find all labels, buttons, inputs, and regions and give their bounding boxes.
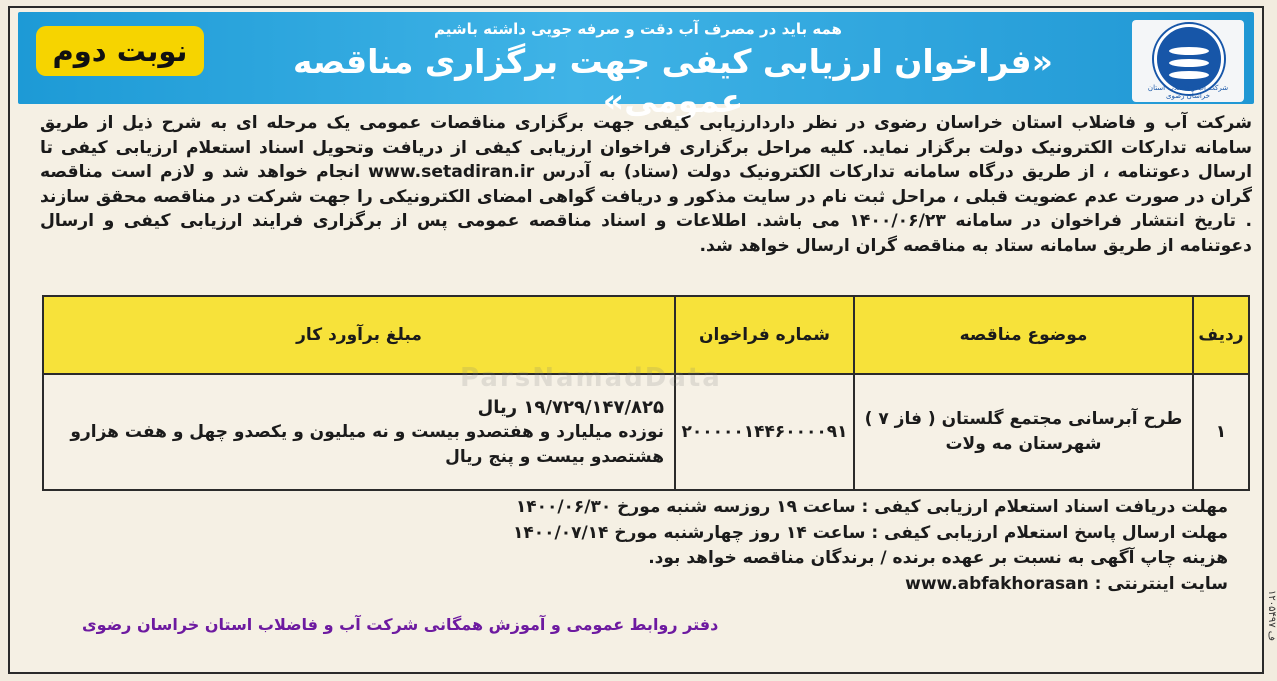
footer-signature: دفتر روابط عمومی و آموزش همگانی شرکت آب و فاضلاب استان خراسان رضوی [82,615,719,634]
watermark-text: ParsNamadData [460,363,722,393]
website-line: سایت اینترنتی : www.abfakhorasan [905,573,1228,594]
turn-badge: نوبت دوم [36,26,204,76]
deadline-receive: مهلت دریافت اسناد استعلام ارزیابی کیفی : ساعت ۱۹ روزسه شنبه مورخ ۱۴۰۰/۰۶/۳۰ [515,497,1228,517]
ad-cost-note: هزینه چاپ آگهی به نسبت بر عهده برنده / برندگان مناقصه خواهد بود. [648,548,1228,568]
page-title: «فراخوان ارزیابی کیفی جهت برگزاری مناقصه عمومی» [293,42,1053,120]
header-banner [18,12,1254,120]
logo-caption: شرکت آب و فاضلاب استان خراسان رضوی [1147,84,1229,100]
amount-number: ۱۹/۷۲۹/۱۴۷/۸۲۵ ریال [477,396,664,418]
row-subject: طرح آبرسانی مجتمع گلستان ( فاز ۷ ) شهرستان مه ولات [854,374,1193,490]
header-row-no: ردیف [1193,296,1249,374]
deadline-submit: مهلت ارسال پاسخ استعلام ارزیابی کیفی : ساعت ۱۴ روز چهارشنبه مورخ ۱۴۰۰/۰۷/۱۴ [513,522,1228,543]
row-number: ۱ [1193,374,1249,490]
advertisement-frame [8,6,1264,674]
motto-text: همه باید در مصرف آب دقت و صرفه جویی داشته باشیم [434,20,842,38]
header-subject: موضوع مناقصه [854,296,1193,374]
row-tender-number: ۲۰۰۰۰۰۱۴۴۶۰۰۰۰۹۱ [675,374,854,490]
water-company-logo-icon [1132,20,1244,102]
header-amount: مبلغ برآورد کار [43,296,675,374]
deadlines-block [328,495,1228,597]
amount-words: نوزده میلیارد و هفتصدو بیست و نه میلیون و یکصدو چهل و هفت هزارو هشتصدو بیست و پنج ریال [70,421,664,467]
side-code: ف ۱۲۰۵۴۹۷ [1266,590,1277,642]
intro-paragraph: شرکت آب و فاضلاب استان خراسان رضوی در نظر داردارزیابی کیفی جهت برگزاری مناقصات عمومی یک مرحله ای به شرح ذیل از طریق سامانه تدارکات الکترونیک دولت برگزار نماید. کلیه مراحل برگزاری فراخوان ارزیابی کیفی از دریافت وتحویل اسناد استعلام ارزیابی کیفی تا ارسال دعوتنامه ، از طریق درگاه سامانه تدارکات الکترونیک دولت (ستاد) به آدرس www.setadiran.ir انجام خواهد شد و لازم است مناقصه گران در صورت عدم عضویت قبلی ، مراحل ثبت نام در سایت مذکور و دریافت گواهی امضای الکترونیکی را جهت شرکت در مناقصه محقق سازند . تاریخ انتشار فراخوان در سامانه ۱۴۰۰/۰۶/۲۳ می باشد. اطلاعات و اسناد مناقصه عمومی پس از برگزاری فرایند ارزیابی کیفی و ارسال دعوتنامه از طریق سامانه ستاد به مناقصه گران ارسال خواهد شد. [40,113,1252,256]
header-tender-no: شماره فراخوان [675,296,854,374]
tender-table [42,295,1250,491]
